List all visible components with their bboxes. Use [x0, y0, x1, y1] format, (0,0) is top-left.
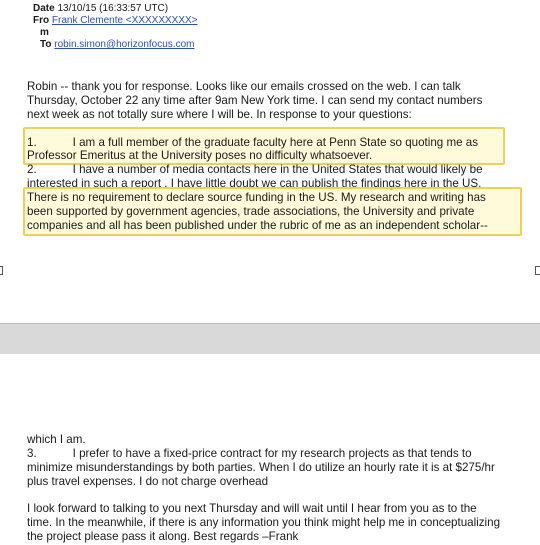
body-line-3: next week as not totally sure where I will be. In response to your questions: — [27, 108, 412, 121]
item-3-line-1: 3. I prefer to have a fixed-price contract for my research projects as that tends to — [27, 447, 472, 460]
from-row — [33, 15, 198, 27]
item-1-number: 1. — [27, 136, 37, 149]
document-page-bottom — [0, 354, 540, 545]
item-3-line-2: minimize misunderstandings by both parties. When I do utilize an hourly rate it is at $275/hr — [27, 461, 495, 474]
date-label: Date — [33, 3, 55, 14]
item-2-line-3: There is no requirement to declare source funding in the US. My research and writing has — [27, 191, 486, 204]
date-value: 13/10/15 (16:33:57 UTC) — [57, 3, 169, 14]
body-line-1: Robin -- thank you for response. Looks like our emails crossed on the web. I can talk — [27, 80, 461, 93]
body-line-2: Thursday, October 22 any time after 9am New York time. I can send my contact numbers — [27, 94, 483, 107]
left-page-marker — [0, 266, 3, 275]
item-2-number: 2. — [27, 163, 37, 176]
closing-line-2: time. In the meanwhile, if there is any information you think might help me in conceptualizing — [27, 516, 501, 529]
to-link[interactable]: robin.simon@horizonfocus.com — [54, 39, 195, 50]
right-page-marker — [535, 266, 540, 275]
date-row — [33, 3, 168, 15]
closing-line-3: the project please pass it along. Best regards –Frank — [27, 530, 299, 543]
item-2-line-5: companies and all has been published under the rubric of me as an independent scholar-- — [27, 219, 488, 232]
to-row — [40, 39, 194, 51]
to-label: To — [40, 39, 52, 50]
from-link[interactable]: Frank Clemente <XXXXXXXXX> — [51, 15, 198, 26]
from-label-continued: m — [40, 27, 49, 38]
item-2-line-2: interested in such a report . I have little doubt we can publish the findings here in the US. — [27, 177, 482, 190]
from-label: Fro — [33, 15, 50, 26]
closing-line-1: I look forward to talking to you next Thursday and will wait until I hear from you as to the — [27, 502, 477, 515]
item-2-line-1: 2. I have a number of media contacts here in the United States that would likely be — [27, 163, 483, 176]
page-separator — [0, 323, 540, 355]
item-3-line-3: plus travel expenses. I do not charge overhead — [27, 475, 269, 488]
continuation-line: which I am. — [27, 433, 86, 446]
item-2-line-4: been supported by government agencies, trade associations, the University and private — [27, 205, 475, 218]
item-3-number: 3. — [27, 447, 37, 460]
item-1-line-2: Professor Emeritus at the University poses no difficulty whatsoever. — [27, 149, 373, 162]
item-1-line-1: 1. I am a full member of the graduate faculty here at Penn State so quoting me as — [27, 136, 479, 149]
